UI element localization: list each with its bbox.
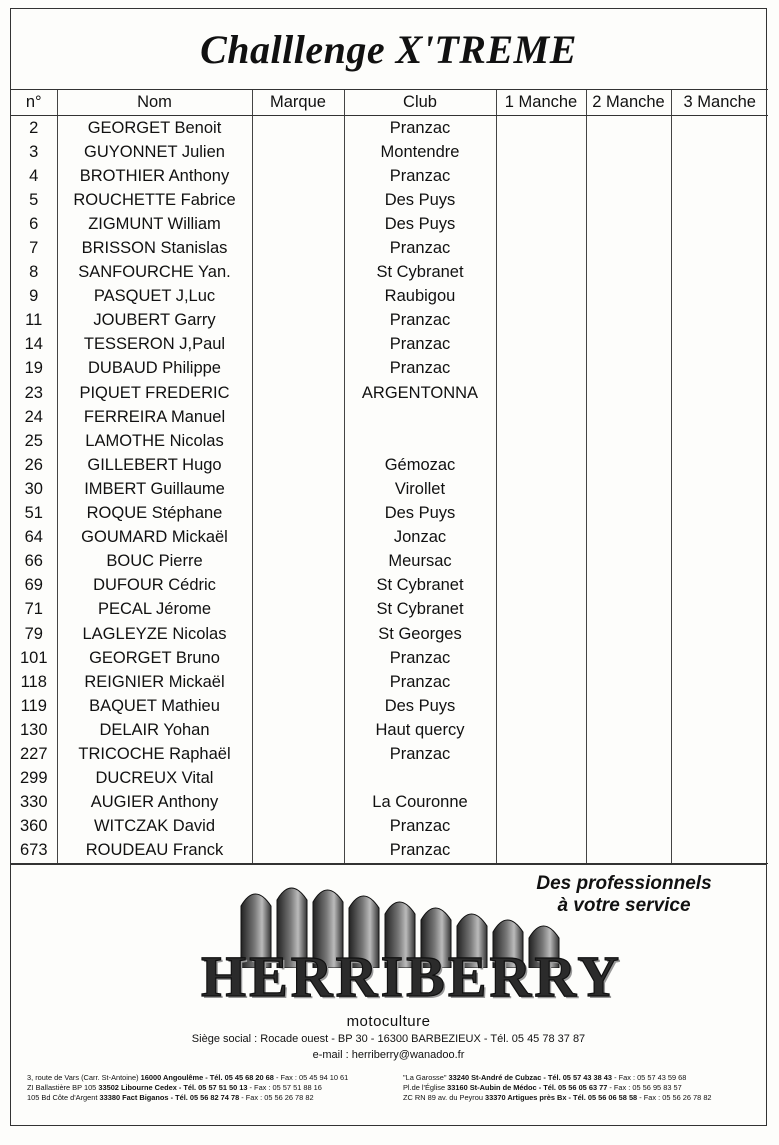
number-cell: 119 <box>20 696 47 715</box>
marque-cell <box>252 646 344 670</box>
name-cell: GILLEBERT Hugo <box>57 453 252 477</box>
manche-1-cell <box>496 791 586 815</box>
page-title: Challlenge X'TREME <box>200 26 577 72</box>
number-cell: 360 <box>19 817 48 836</box>
number-cell: 5 <box>29 190 39 209</box>
club-cell: Haut quercy <box>344 718 496 742</box>
club-cell: Pranzac <box>344 236 496 260</box>
table-row <box>11 405 768 429</box>
manche-3-cell <box>671 140 768 164</box>
club-cell: Pranzac <box>344 646 496 670</box>
marque-cell <box>252 357 344 381</box>
number-cell: 79 <box>24 624 43 643</box>
name-cell: DUBAUD Philippe <box>57 357 252 381</box>
club-cell <box>344 429 496 453</box>
header-manche-3: 3 Manche <box>671 90 768 116</box>
results-table <box>11 89 768 864</box>
marque-cell <box>252 405 344 429</box>
club-cell: St Cybranet <box>344 574 496 598</box>
name-cell: GEORGET Bruno <box>57 646 252 670</box>
table-row <box>11 357 768 381</box>
club-cell: Pranzac <box>344 742 496 766</box>
manche-2-cell <box>586 285 671 309</box>
club-cell: St Cybranet <box>344 598 496 622</box>
marque-cell <box>252 598 344 622</box>
manche-2-cell <box>586 598 671 622</box>
name-cell: GEORGET Benoit <box>57 116 252 141</box>
branch-address-line: 105 Bd Côte d'Argent 33380 Fact Biganos - Tél. 05 56 82 74 78 - Fax : 05 56 26 78 82 <box>27 1093 314 1102</box>
name-cell: ZIGMUNT William <box>57 212 252 236</box>
header-club: Club <box>344 90 496 116</box>
manche-2-cell <box>586 453 671 477</box>
name-cell: PECAL Jérome <box>57 598 252 622</box>
name-cell: TESSERON J,Paul <box>57 333 252 357</box>
manche-1-cell <box>496 477 586 501</box>
table-row <box>11 767 768 791</box>
marque-cell <box>252 622 344 646</box>
number-cell: 14 <box>24 335 43 354</box>
marque-cell <box>252 718 344 742</box>
ad-tagline: motoculture <box>346 1013 431 1030</box>
manche-3-cell <box>671 116 768 141</box>
club-cell: Pranzac <box>344 309 496 333</box>
number-cell: 4 <box>29 166 39 185</box>
manche-1-cell <box>496 646 586 670</box>
number-cell: 69 <box>24 576 43 595</box>
club-cell: ARGENTONNA <box>344 381 496 405</box>
number-cell: 25 <box>24 431 43 450</box>
marque-cell <box>252 381 344 405</box>
club-cell: Gémozac <box>344 453 496 477</box>
manche-1-cell <box>496 236 586 260</box>
manche-3-cell <box>671 309 768 333</box>
manche-2-cell <box>586 574 671 598</box>
club-cell: St Cybranet <box>344 261 496 285</box>
club-cell: Pranzac <box>344 164 496 188</box>
number-cell: 2 <box>29 118 39 137</box>
name-cell: JOUBERT Garry <box>57 309 252 333</box>
manche-2-cell <box>586 718 671 742</box>
manche-2-cell <box>586 116 671 141</box>
name-cell: DUFOUR Cédric <box>57 574 252 598</box>
manche-2-cell <box>586 694 671 718</box>
manche-3-cell <box>671 574 768 598</box>
marque-cell <box>252 550 344 574</box>
table-row <box>11 116 768 141</box>
number-cell: 30 <box>24 479 43 498</box>
manche-3-cell <box>671 767 768 791</box>
name-cell: BOUC Pierre <box>57 550 252 574</box>
manche-1-cell <box>496 212 586 236</box>
table-row <box>11 261 768 285</box>
manche-2-cell <box>586 333 671 357</box>
manche-3-cell <box>671 526 768 550</box>
table-row <box>11 164 768 188</box>
manche-2-cell <box>586 622 671 646</box>
manche-2-cell <box>586 236 671 260</box>
name-cell: IMBERT Guillaume <box>57 477 252 501</box>
manche-2-cell <box>586 188 671 212</box>
manche-1-cell <box>496 574 586 598</box>
marque-cell <box>252 140 344 164</box>
name-cell: AUGIER Anthony <box>57 791 252 815</box>
table-row <box>11 236 768 260</box>
club-cell: Raubigou <box>344 285 496 309</box>
manche-3-cell <box>671 502 768 526</box>
manche-3-cell <box>671 839 768 864</box>
marque-cell <box>252 309 344 333</box>
name-cell: ROUCHETTE Fabrice <box>57 188 252 212</box>
name-cell: SANFOURCHE Yan. <box>57 261 252 285</box>
manche-3-cell <box>671 742 768 766</box>
manche-3-cell <box>671 815 768 839</box>
table-row <box>11 477 768 501</box>
manche-3-cell <box>671 261 768 285</box>
manche-1-cell <box>496 718 586 742</box>
marque-cell <box>252 261 344 285</box>
contact-email: e-mail : herriberry@wanadoo.fr <box>312 1049 465 1061</box>
marque-cell <box>252 791 344 815</box>
marque-cell <box>252 188 344 212</box>
number-cell: 7 <box>29 239 39 258</box>
branch-addresses-right <box>403 1073 712 1103</box>
table-row <box>11 188 768 212</box>
club-cell: Pranzac <box>344 839 496 864</box>
name-cell: GOUMARD Mickaël <box>57 526 252 550</box>
manche-3-cell <box>671 622 768 646</box>
manche-2-cell <box>586 815 671 839</box>
manche-3-cell <box>671 333 768 357</box>
club-cell: Des Puys <box>344 188 496 212</box>
manche-3-cell <box>671 646 768 670</box>
name-cell: PASQUET J,Luc <box>57 285 252 309</box>
manche-3-cell <box>671 550 768 574</box>
manche-3-cell <box>671 236 768 260</box>
number-cell: 66 <box>24 552 43 571</box>
club-cell: Pranzac <box>344 357 496 381</box>
table-row <box>11 381 768 405</box>
club-cell: Meursac <box>344 550 496 574</box>
table-row <box>11 646 768 670</box>
table-row <box>11 670 768 694</box>
slogan-line-1: Des professionnels <box>536 873 712 894</box>
manche-1-cell <box>496 622 586 646</box>
name-cell: WITCZAK David <box>57 815 252 839</box>
table-row <box>11 333 768 357</box>
name-cell: GUYONNET Julien <box>57 140 252 164</box>
table-row <box>11 212 768 236</box>
marque-cell <box>252 526 344 550</box>
club-cell: Montendre <box>344 140 496 164</box>
manche-3-cell <box>671 212 768 236</box>
number-cell: 6 <box>29 214 39 233</box>
manche-2-cell <box>586 381 671 405</box>
manche-1-cell <box>496 429 586 453</box>
number-cell: 26 <box>24 455 43 474</box>
manche-3-cell <box>671 405 768 429</box>
number-cell: 9 <box>29 287 39 306</box>
number-cell: 19 <box>24 359 43 378</box>
manche-1-cell <box>496 767 586 791</box>
marque-cell <box>252 333 344 357</box>
header-marque: Marque <box>252 90 344 116</box>
marque-cell <box>252 285 344 309</box>
number-cell: 8 <box>29 263 39 282</box>
manche-2-cell <box>586 164 671 188</box>
table-header-row <box>11 90 768 116</box>
manche-2-cell <box>586 742 671 766</box>
club-cell: La Couronne <box>344 791 496 815</box>
marque-cell <box>252 767 344 791</box>
number-cell: 673 <box>11 839 57 864</box>
manche-3-cell <box>671 718 768 742</box>
name-cell: LAGLEYZE Nicolas <box>57 622 252 646</box>
manche-3-cell <box>671 670 768 694</box>
table-row <box>11 574 768 598</box>
number-cell: 23 <box>24 383 43 402</box>
number-cell: 24 <box>24 407 43 426</box>
marque-cell <box>252 212 344 236</box>
manche-2-cell <box>586 502 671 526</box>
number-cell: 118 <box>20 672 47 691</box>
manche-1-cell <box>496 357 586 381</box>
name-cell: ROUDEAU Franck <box>57 839 252 864</box>
marque-cell <box>252 742 344 766</box>
manche-2-cell <box>586 212 671 236</box>
manche-1-cell <box>496 742 586 766</box>
name-cell: REIGNIER Mickaël <box>57 670 252 694</box>
number-cell: 299 <box>19 769 48 788</box>
name-cell: BROTHIER Anthony <box>57 164 252 188</box>
name-cell: LAMOTHE Nicolas <box>57 429 252 453</box>
table-row <box>11 526 768 550</box>
club-cell <box>344 767 496 791</box>
manche-1-cell <box>496 598 586 622</box>
manche-3-cell <box>671 285 768 309</box>
manche-1-cell <box>496 285 586 309</box>
marque-cell <box>252 694 344 718</box>
club-cell: Pranzac <box>344 333 496 357</box>
marque-cell <box>252 164 344 188</box>
number-cell: 330 <box>19 793 48 812</box>
slogan-line-2: à votre service <box>557 895 691 916</box>
branch-address-line: ZI Ballastière BP 105 33502 Libourne Cedex - Tél. 05 57 51 50 13 - Fax : 05 57 51 88 16 <box>27 1083 322 1092</box>
manche-1-cell <box>496 261 586 285</box>
manche-3-cell <box>671 791 768 815</box>
table-row <box>11 598 768 622</box>
sponsor-ad <box>11 864 766 1127</box>
manche-3-cell <box>671 477 768 501</box>
number-cell: 64 <box>24 528 43 547</box>
branch-address-line: "La Garosse" 33240 St-André de Cubzac - Tél. 05 57 43 38 43 - Fax : 05 57 43 59 68 <box>403 1073 687 1082</box>
manche-2-cell <box>586 477 671 501</box>
branch-address-line: ZC RN 89 av. du Peyrou 33370 Artigues près Bx - Tél. 05 56 06 58 58 - Fax : 05 56 26 78 82 <box>403 1093 712 1102</box>
club-cell: Des Puys <box>344 694 496 718</box>
manche-1-cell <box>496 526 586 550</box>
number-cell: 101 <box>19 648 48 667</box>
manche-3-cell <box>671 429 768 453</box>
manche-1-cell <box>496 140 586 164</box>
club-cell: Des Puys <box>344 212 496 236</box>
marque-cell <box>252 453 344 477</box>
manche-3-cell <box>671 694 768 718</box>
number-cell: 71 <box>24 600 43 619</box>
name-cell: TRICOCHE Raphaël <box>57 742 252 766</box>
manche-2-cell <box>586 261 671 285</box>
manche-1-cell <box>496 405 586 429</box>
name-cell: PIQUET FREDERIC <box>57 381 252 405</box>
marque-cell <box>252 839 344 864</box>
club-cell: Pranzac <box>344 815 496 839</box>
table-row <box>11 285 768 309</box>
number-cell: 130 <box>19 720 48 739</box>
header-manche-2: 2 Manche <box>586 90 671 116</box>
branch-address-line: 3, route de Vars (Carr. St-Antoine) 16000 Angoulême - Tél. 05 45 68 20 68 - Fax : 05 45 94 10 61 <box>27 1073 349 1082</box>
manche-2-cell <box>586 550 671 574</box>
manche-2-cell <box>586 309 671 333</box>
manche-2-cell <box>586 791 671 815</box>
name-cell: BAQUET Mathieu <box>57 694 252 718</box>
club-cell: Pranzac <box>344 116 496 141</box>
manche-2-cell <box>586 646 671 670</box>
name-cell: DUCREUX Vital <box>57 767 252 791</box>
name-cell: FERREIRA Manuel <box>57 405 252 429</box>
club-cell: Jonzac <box>344 526 496 550</box>
marque-cell <box>252 502 344 526</box>
name-cell: ROQUE Stéphane <box>57 502 252 526</box>
marque-cell <box>252 236 344 260</box>
manche-3-cell <box>671 381 768 405</box>
branch-address-line: Pl.de l'Église 33160 St-Aubin de Médoc - Tél. 05 56 05 63 77 - Fax : 05 56 95 83 57 <box>403 1083 682 1092</box>
manche-3-cell <box>671 357 768 381</box>
manche-2-cell <box>586 526 671 550</box>
manche-1-cell <box>496 381 586 405</box>
manche-2-cell <box>586 767 671 791</box>
brand-name: HERRIBERRY <box>201 944 623 1009</box>
header-number: n° <box>11 90 57 116</box>
manche-2-cell <box>586 670 671 694</box>
manche-1-cell <box>496 502 586 526</box>
table-row <box>11 791 768 815</box>
manche-2-cell <box>586 405 671 429</box>
manche-3-cell <box>671 598 768 622</box>
table-row <box>11 718 768 742</box>
manche-2-cell <box>586 357 671 381</box>
table-row <box>11 839 768 864</box>
document-frame <box>10 8 767 1126</box>
club-cell: Pranzac <box>344 670 496 694</box>
name-cell: DELAIR Yohan <box>57 718 252 742</box>
club-cell: Des Puys <box>344 502 496 526</box>
manche-1-cell <box>496 164 586 188</box>
manche-1-cell <box>496 550 586 574</box>
manche-1-cell <box>496 116 586 141</box>
number-cell: 227 <box>19 744 48 763</box>
number-cell: 51 <box>24 504 43 523</box>
manche-2-cell <box>586 429 671 453</box>
marque-cell <box>252 429 344 453</box>
manche-3-cell <box>671 164 768 188</box>
table-row <box>11 429 768 453</box>
manche-3-cell <box>671 188 768 212</box>
manche-1-cell <box>496 188 586 212</box>
marque-cell <box>252 477 344 501</box>
manche-2-cell <box>586 140 671 164</box>
table-row <box>11 815 768 839</box>
branch-addresses-left <box>27 1073 348 1103</box>
manche-3-cell <box>671 453 768 477</box>
table-row <box>11 140 768 164</box>
name-cell: BRISSON Stanislas <box>57 236 252 260</box>
marque-cell <box>252 574 344 598</box>
club-cell: Virollet <box>344 477 496 501</box>
club-cell <box>344 405 496 429</box>
table-row <box>11 694 768 718</box>
table-row <box>11 622 768 646</box>
manche-2-cell <box>586 839 671 864</box>
marque-cell <box>252 670 344 694</box>
number-cell: 11 <box>25 311 43 330</box>
herriberry-logo <box>201 873 623 1023</box>
marque-cell <box>252 815 344 839</box>
manche-1-cell <box>496 815 586 839</box>
manche-1-cell <box>496 309 586 333</box>
header-manche-1: 1 Manche <box>496 90 586 116</box>
table-row <box>11 309 768 333</box>
marque-cell <box>252 116 344 141</box>
table-row <box>11 742 768 766</box>
club-cell: St Georges <box>344 622 496 646</box>
head-office-address: Siège social : Rocade ouest - BP 30 - 16300 BARBEZIEUX - Tél. 05 45 78 37 87 <box>191 1033 586 1045</box>
manche-1-cell <box>496 670 586 694</box>
header-nom: Nom <box>57 90 252 116</box>
number-cell: 3 <box>29 142 39 161</box>
manche-1-cell <box>496 453 586 477</box>
table-row <box>11 453 768 477</box>
table-row <box>11 502 768 526</box>
table-row <box>11 550 768 574</box>
manche-1-cell <box>496 694 586 718</box>
manche-1-cell <box>496 839 586 864</box>
manche-1-cell <box>496 333 586 357</box>
